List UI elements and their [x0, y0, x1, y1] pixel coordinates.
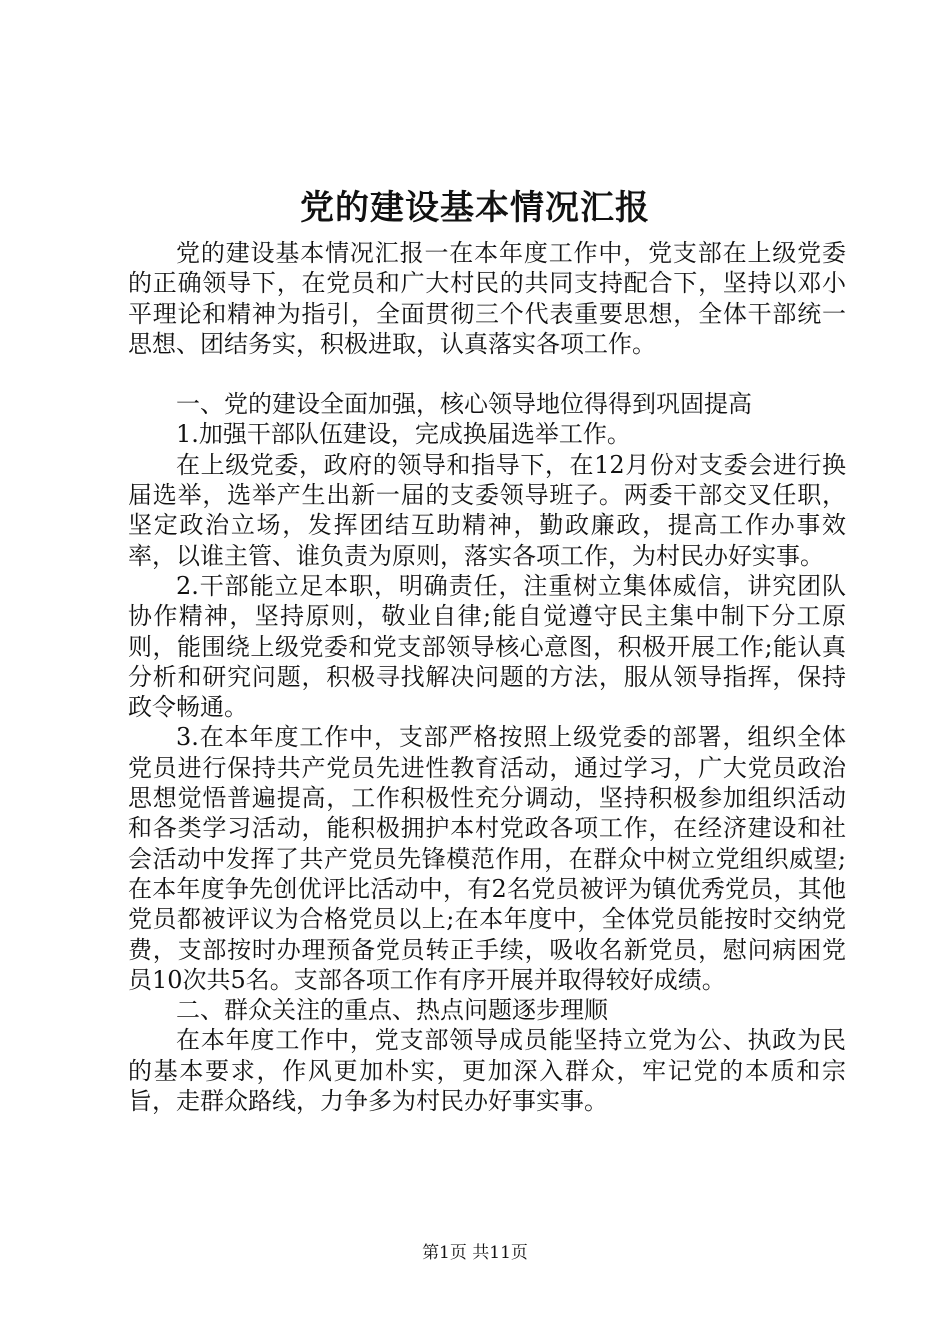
document-body	[128, 238, 846, 1116]
paragraph-election: 在上级党委，政府的领导和指导下，在12月份对支委会进行换届选举，选举产生出新一届的支委领导班子。两委干部交叉任职，坚定政治立场，发挥团结互助精神，勤政廉政，提高工作办事效率，以谁主管、谁负责为原则，落实各项工作，为村民办好实事。	[128, 450, 846, 570]
section-heading-2: 二、群众关注的重点、热点问题逐步理顺	[176, 996, 608, 1025]
subheading-1: 1.加强干部队伍建设，完成换届选举工作。	[176, 420, 631, 449]
paragraph-masses: 在本年度工作中，党支部领导成员能坚持立党为公、执政为民的基本要求，作风更加朴实，更加深入群众，牢记党的本质和宗旨，走群众路线，力争多为村民办好事实事。	[128, 1026, 846, 1116]
page-number: 第1页 共11页	[422, 1243, 528, 1263]
paragraph-intro: 党的建设基本情况汇报一在本年度工作中，党支部在上级党委的正确领导下，在党员和广大村民的共同支持配合下，坚持以邓小平理论和精神为指引，全面贯彻三个代表重要思想，全体干部统一思想、团结务实，积极进取，认真落实各项工作。	[128, 239, 846, 358]
section-heading-1: 一、党的建设全面加强，核心领导地位得得到巩固提高	[176, 390, 752, 419]
paragraph-item-3: 3.在本年度工作中，支部严格按照上级党委的部署，组织全体党员进行保持共产党员先进性教育活动，通过学习，广大党员政治思想觉悟普遍提高，工作积极性充分调动，坚持积极参加组织活动和各类学习活动，能积极拥护本村党政各项工作，在经济建设和社会活动中发挥了共产党员先锋模范作用，在群众中树立党组织威望;在本年度争先创优评比活动中，有2名党员被评为镇优秀党员，其他党员都被评议为合格党员以上;在本年度中，全体党员能按时交纳党费，支部按时办理预备党员转正手续，吸收名新党员，慰问病困党员10次共5名。支部各项工作有序开展并取得较好成绩。	[128, 723, 846, 994]
paragraph-item-2: 2.干部能立足本职，明确责任，注重树立集体威信，讲究团队协作精神，坚持原则，敬业自律;能自觉遵守民主集中制下分工原则，能围绕上级党委和党支部领导核心意图，积极开展工作;能认真分析和研究问题，积极寻找解决问题的方法，服从领导指挥，保持政令畅通。	[128, 571, 846, 722]
document-title: 党的建设基本情况汇报	[300, 188, 650, 228]
